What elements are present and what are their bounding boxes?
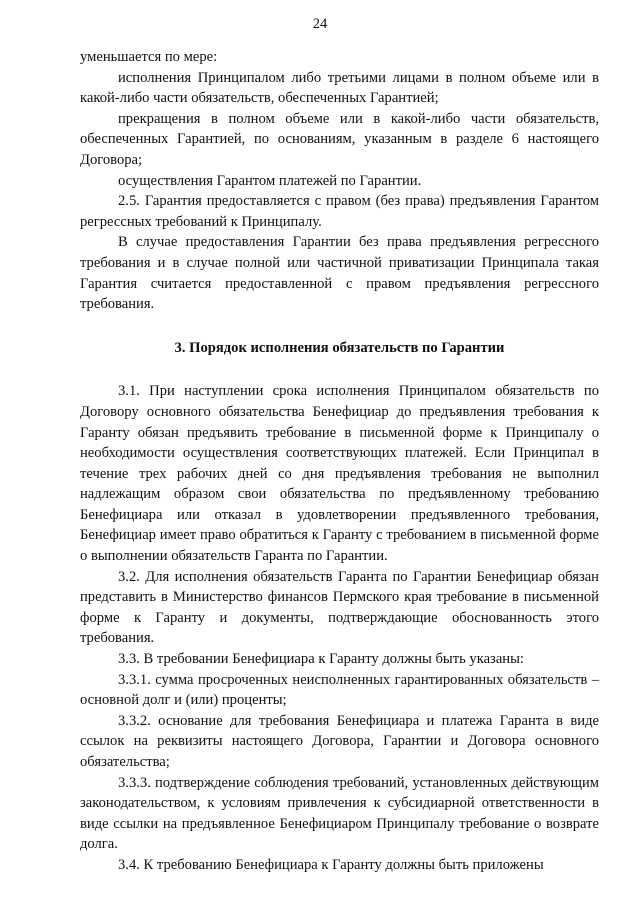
paragraph-3-1: 3.1. При наступлении срока исполнения Принципалом обязательств по Договору основного обязательства Бенефициар до предъявления требования к Гаранту обязан предъявить требование в письменной форме к Принципалу о необходимости осуществления соответствующих платежей. Если Принципал в течение трех рабочих дней со дня предъявления требования не выполнил надлежащим образом свои обязательства по предъявленному требованию Бенефициара или отказал в удовлетворении предъявленного требования, Бенефициар имеет право обратиться к Гаранту с требованием в письменной форме о выполнении обязательств Гаранта по Гарантии. [80,383,599,565]
paragraph-3-3-2: 3.3.2. основание для требования Бенефициара и платежа Гаранта в виде ссылок на реквизиты настоящего Договора, Гарантии и Договора основного обязательства; [80,712,599,770]
paragraph-intro: уменьшается по мере: [80,49,218,65]
paragraph-3-4: 3.4. К требованию Бенефициара к Гаранту должны быть приложены [118,856,544,873]
paragraph-3-3-1: 3.3.1. сумма просроченных неисполненных гарантированных обязательств – основной долг и (или) проценты; [80,671,599,709]
paragraph-2-5: 2.5. Гарантия предоставляется с правом (без права) предъявления Гарантом регрессных требований к Принципалу. [80,193,599,230]
page-number: 24 [312,16,328,32]
paragraph-3-3: 3.3. В требовании Бенефициара к Гаранту должны быть указаны: [118,651,524,668]
list-item-termination: прекращения в полном объеме или в какой-либо части обязательств, обеспеченных Гарантией, по основаниям, указанным в разделе 6 настоящего Договора; [80,110,599,168]
list-item-execution: исполнения Принципалом либо третьими лицами в полном объеме или в какой-либо части обязательств, обеспеченных Гарантией; [80,69,599,107]
paragraph-2-5-b: В случае предоставления Гарантии без права предъявления регрессного требования и в случае полной или частичной приватизации Принципала такая Гарантия считается предоставленной с правом предъявления регрессного требования. [80,234,599,313]
document-body [80,47,599,876]
paragraph-3-2: 3.2. Для исполнения обязательств Гаранта по Гарантии Бенефициар обязан представить в Министерство финансов Пермского края требование в письменной форме к Гаранту и документы, подтверждающие обоснованность этого требования. [80,568,599,647]
section-heading: 3. Порядок исполнения обязательств по Гарантии [174,339,505,356]
list-item-payments: осуществления Гарантом платежей по Гарантии. [118,172,422,189]
paragraph-3-3-3: 3.3.3. подтверждение соблюдения требований, установленных действующим законодательством, к условиям привлечения к субсидиарной ответственности в виде ссылки на предъявленное Бенефициаром Принципалу требование о возврате долга. [80,774,599,853]
